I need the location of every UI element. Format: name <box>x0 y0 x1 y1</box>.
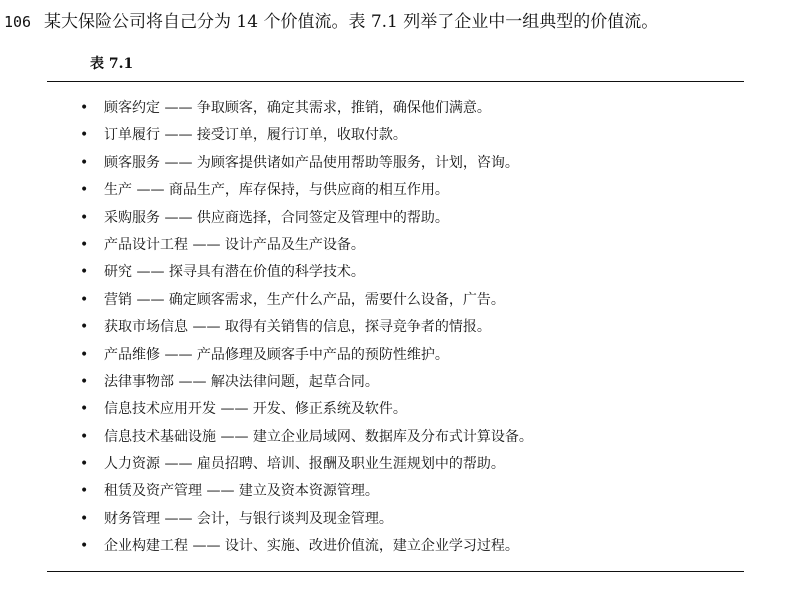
value-stream-list <box>80 96 533 562</box>
list-item-text: 研究 —— 探寻具有潜在价值的科学技术。 <box>104 264 365 281</box>
list-item <box>80 425 533 452</box>
list-item-text: 产品维修 —— 产品修理及顾客手中产品的预防性维护。 <box>104 346 449 363</box>
bullet: • <box>80 538 89 555</box>
bullet: • <box>80 319 89 336</box>
list-item <box>80 206 533 233</box>
list-item-text: 租赁及资产管理 —— 建立及资本资源管理。 <box>104 483 379 500</box>
list-item <box>80 370 533 397</box>
bullet: • <box>80 428 89 445</box>
bullet: • <box>80 456 89 473</box>
list-item <box>80 397 533 424</box>
list-item-text: 人力资源 —— 雇员招聘、培训、报酬及职业生涯规划中的帮助。 <box>104 456 505 473</box>
bullet: • <box>80 127 89 144</box>
list-item <box>80 233 533 260</box>
bullet: • <box>80 154 89 171</box>
list-item <box>80 343 533 370</box>
table-top-rule <box>47 81 744 82</box>
list-item-text: 顾客约定 —— 争取顾客，确定其需求，推销，确保他们满意。 <box>104 100 491 116</box>
list-item <box>80 479 533 506</box>
page-header <box>4 6 782 38</box>
table-bottom-rule <box>47 571 744 572</box>
list-item-text: 获取市场信息 —— 取得有关销售的信息，探寻竞争者的情报。 <box>104 319 491 336</box>
list-item <box>80 260 533 287</box>
list-item <box>80 507 533 534</box>
bullet: • <box>80 373 89 390</box>
list-item-text: 企业构建工程 —— 设计、实施、改进价值流，建立企业学习过程。 <box>104 538 519 555</box>
list-item <box>80 288 533 315</box>
page-number: 106 <box>4 13 32 31</box>
list-item-text: 订单履行 —— 接受订单，履行订单，收取付款。 <box>104 127 407 144</box>
intro-paragraph: 某大保险公司将自己分为 14 个价值流。表 7.1 列举了企业中一组典型的价值流。 <box>44 12 659 32</box>
list-item-text: 信息技术应用开发 —— 开发、修正系统及软件。 <box>104 401 407 418</box>
bullet: • <box>80 510 89 527</box>
bullet: • <box>80 182 89 199</box>
list-item-text: 采购服务 —— 供应商选择，合同签定及管理中的帮助。 <box>104 209 449 226</box>
bullet: • <box>80 346 89 363</box>
table-caption: 表 7.1 <box>90 56 134 72</box>
list-item <box>80 534 533 561</box>
bullet: • <box>80 291 89 308</box>
list-item-text: 信息技术基础设施 —— 建立企业局域网、数据库及分布式计算设备。 <box>104 428 533 445</box>
list-item-text: 营销 —— 确定顾客需求，生产什么产品，需要什么设备，广告。 <box>104 291 505 308</box>
list-item-text: 财务管理 —— 会计，与银行谈判及现金管理。 <box>104 510 393 527</box>
bullet: • <box>80 236 89 253</box>
list-item <box>80 178 533 205</box>
list-item-text: 生产 —— 商品生产，库存保持，与供应商的相互作用。 <box>104 182 449 199</box>
list-item-text: 产品设计工程 —— 设计产品及生产设备。 <box>104 236 365 253</box>
list-item <box>80 123 533 150</box>
list-item-text: 法律事物部 —— 解决法律问题，起草合同。 <box>104 373 379 390</box>
list-item <box>80 96 533 123</box>
bullet: • <box>80 100 89 116</box>
bullet: • <box>80 401 89 418</box>
list-item <box>80 315 533 342</box>
bullet: • <box>80 209 89 226</box>
list-item <box>80 151 533 178</box>
bullet: • <box>80 264 89 281</box>
list-item <box>80 452 533 479</box>
bullet: • <box>80 483 89 500</box>
list-item-text: 顾客服务 —— 为顾客提供诸如产品使用帮助等服务，计划，咨询。 <box>104 154 519 171</box>
